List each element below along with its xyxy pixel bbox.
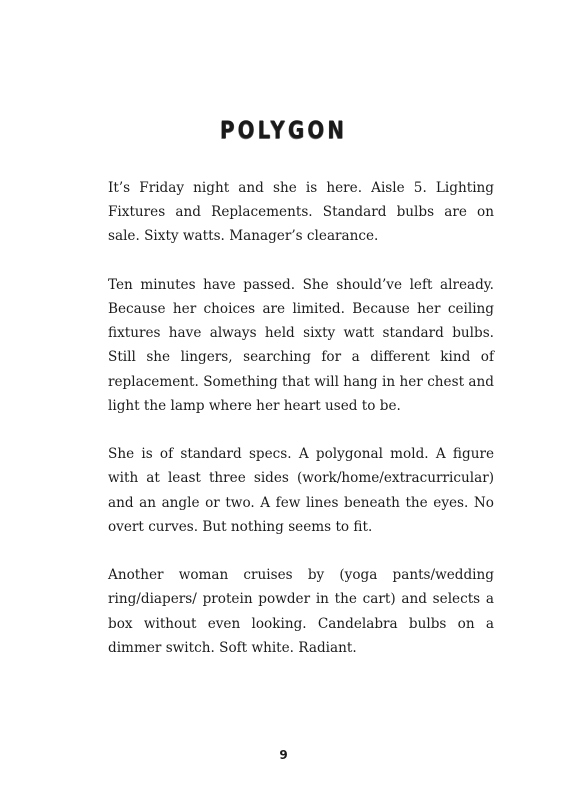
page-number: 9 — [279, 748, 288, 762]
body-text — [108, 176, 494, 684]
page-title — [0, 113, 567, 147]
paragraph-4: Another woman cruises by (yoga pants/wedding ring/diapers/ protein powder in the cart) and selects a box without even looking. Candelabra bulbs on a dimmer switch. Soft white. Radiant. — [108, 567, 494, 656]
paragraph-3: She is of standard specs. A polygonal mold. A figure with at least three sides (work/home/extracurricular) and an angle or two. A few lines beneath the eyes. No overt curves. But nothing seems to fit. — [108, 446, 494, 535]
paragraph-2: Ten minutes have passed. She should’ve left already. Because her choices are limited. Because her ceiling fixtures have always held sixty watt standard bulbs. Still she lingers, searching for a different kind of replacement. Something that will hang in her chest and light the lamp where her heart used to be. — [108, 276, 494, 414]
paragraph-1: It’s Friday night and she is here. Aisle 5. Lighting Fixtures and Replacements. Standard bulbs are on sale. Sixty watts. Manager’s clearance. — [108, 180, 494, 245]
page-title-text: POLYGON — [219, 116, 348, 144]
